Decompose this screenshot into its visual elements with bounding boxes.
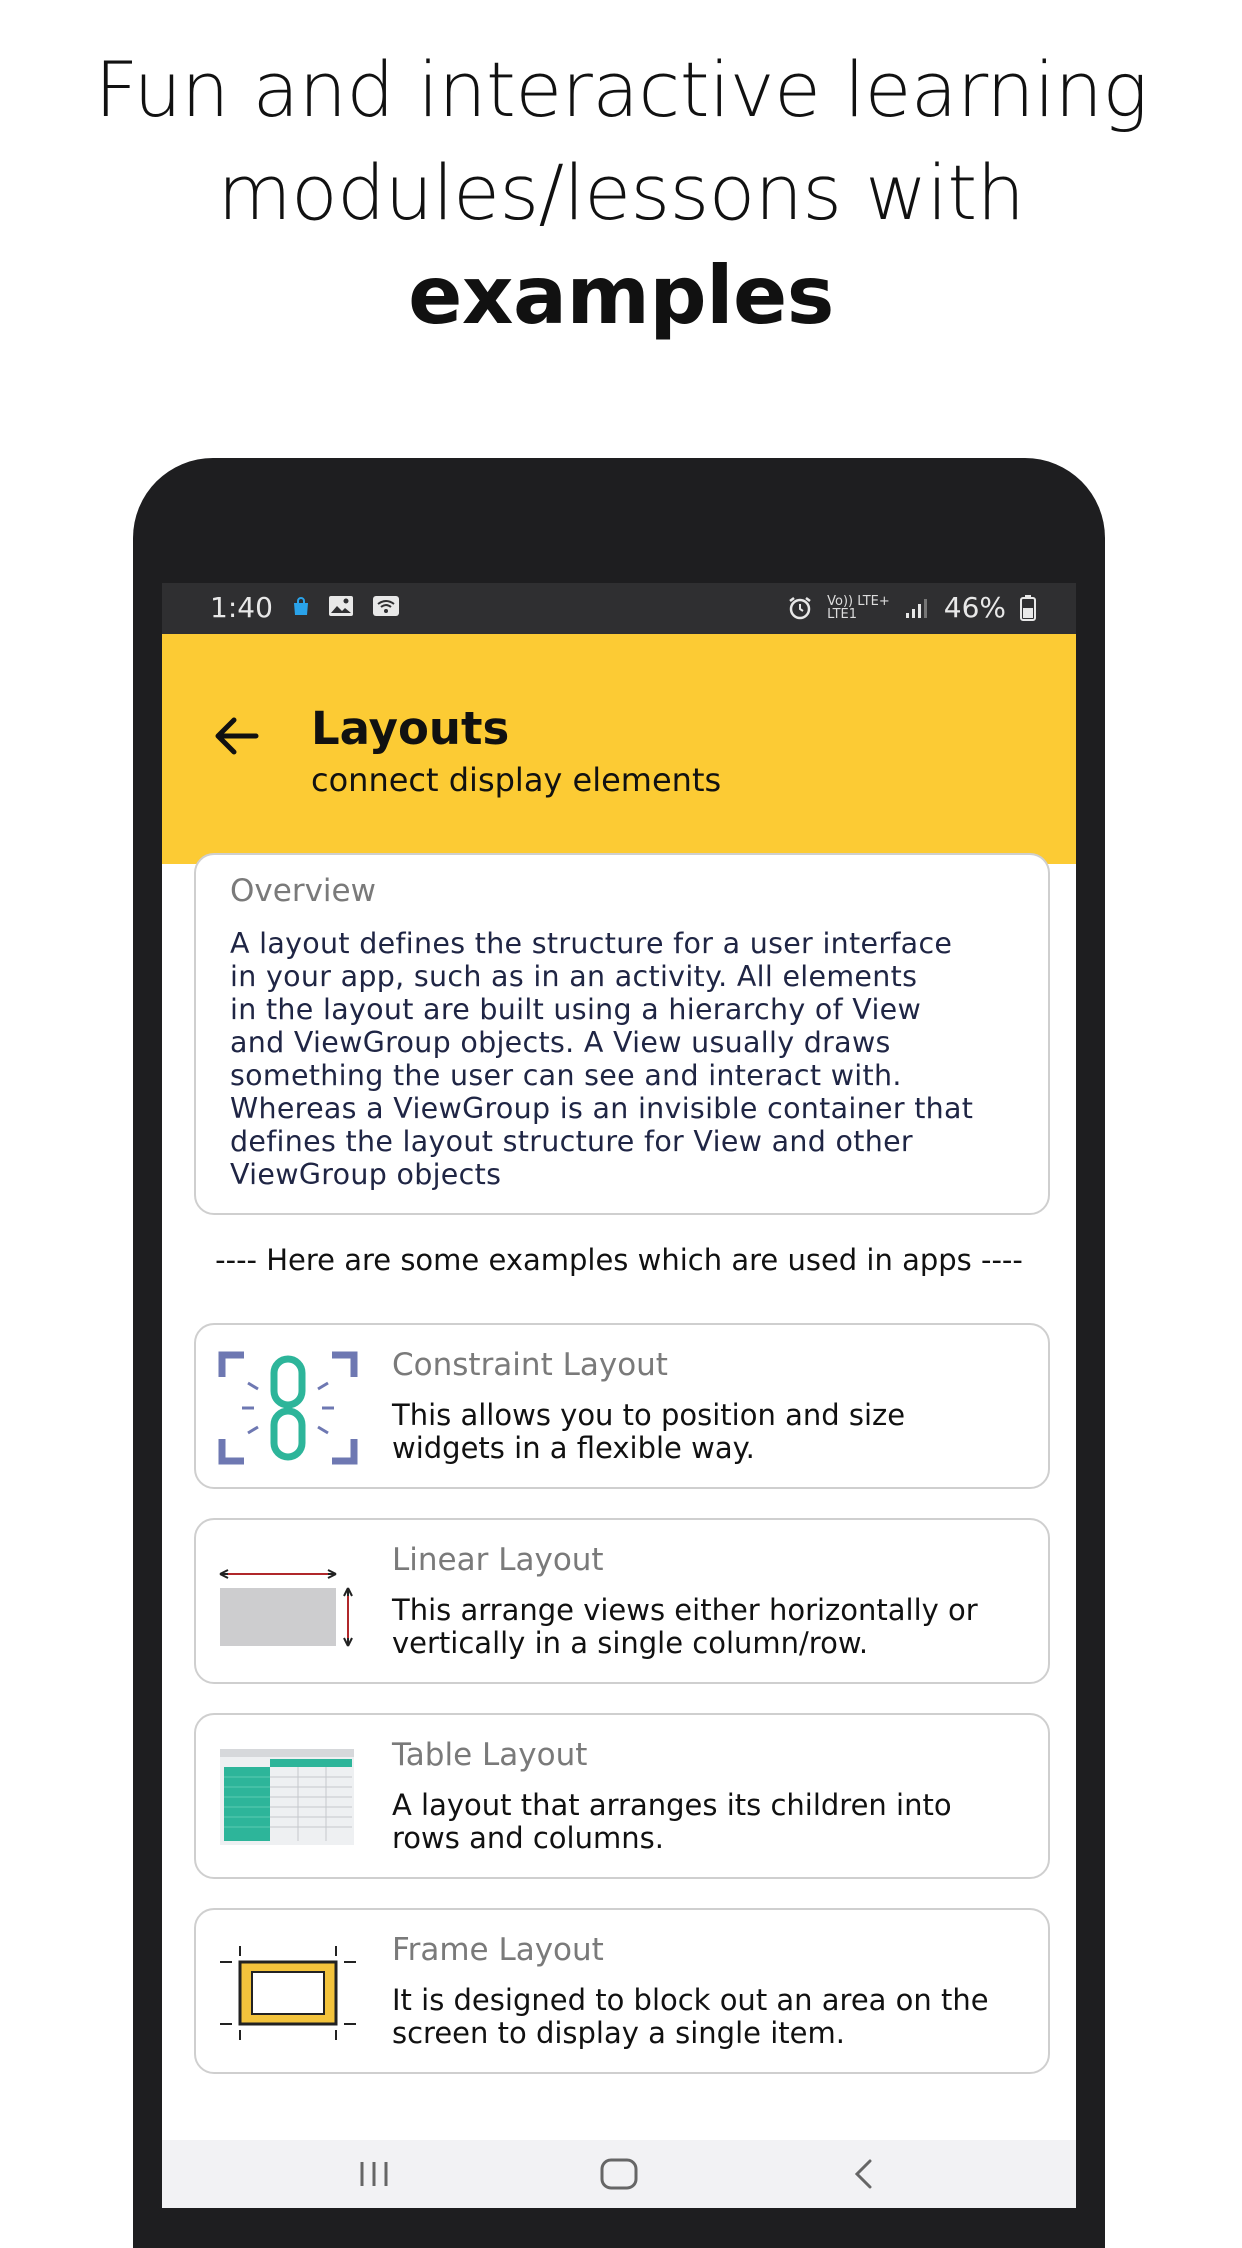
example-description	[392, 1984, 1032, 2050]
battery-icon	[1020, 595, 1036, 621]
status-right-icons	[787, 591, 1036, 624]
example-description	[392, 1594, 1032, 1660]
system-nav-bar	[162, 2140, 1076, 2208]
frame-layout-icon	[218, 1936, 358, 2050]
headline-line-3: examples	[408, 249, 834, 342]
overview-heading: Overview	[230, 873, 376, 909]
promo-headline	[0, 38, 1242, 347]
page-subtitle: connect display elements	[311, 761, 722, 799]
overview-line: something the user can see and interact with.	[230, 1059, 902, 1092]
back-nav-icon	[852, 2158, 876, 2190]
example-description-line: widgets in a flexible way.	[392, 1431, 755, 1465]
overview-line: Whereas a ViewGroup is an invisible container that	[230, 1092, 974, 1125]
page-title: Layouts	[311, 702, 510, 755]
alarm-icon	[787, 595, 813, 621]
example-description-line: screen to display a single item.	[392, 2016, 845, 2050]
example-description	[392, 1399, 1032, 1465]
example-description-line: This arrange views either horizontally or	[392, 1593, 978, 1627]
network-type-bottom: LTE1	[827, 606, 858, 622]
constraint-layout-card[interactable]	[194, 1323, 1050, 1489]
example-title: Table Layout	[392, 1737, 588, 1773]
examples-divider-text: ---- Here are some examples which are used in apps ----	[215, 1243, 1023, 1277]
example-title: Constraint Layout	[392, 1347, 668, 1383]
example-description-line: It is designed to block out an area on the	[392, 1983, 989, 2017]
linear-layout-icon	[218, 1546, 358, 1660]
example-description	[392, 1789, 1032, 1855]
recent-apps-icon	[357, 2160, 391, 2188]
back-arrow-icon[interactable]	[208, 708, 264, 764]
network-type-top: Vo)) LTE+	[827, 593, 890, 609]
overview-card	[194, 853, 1050, 1215]
table-layout-card[interactable]	[194, 1713, 1050, 1879]
wifi-box-icon	[372, 595, 400, 617]
phone-screen	[162, 583, 1076, 2208]
overview-line: A layout defines the structure for a user interface	[230, 927, 953, 960]
home-button[interactable]	[589, 2154, 649, 2194]
table-layout-icon	[218, 1741, 358, 1855]
example-description-line: vertically in a single column/row.	[392, 1626, 869, 1660]
app-bar	[162, 634, 1076, 864]
battery-percent: 46%	[943, 591, 1006, 624]
example-title: Frame Layout	[392, 1932, 604, 1968]
example-description-line: This allows you to position and size	[392, 1398, 906, 1432]
status-bar	[162, 583, 1076, 634]
signal-icon	[904, 597, 930, 619]
linear-layout-card[interactable]	[194, 1518, 1050, 1684]
overview-line: defines the layout structure for View and other	[230, 1125, 913, 1158]
example-description-line: A layout that arranges its children into	[392, 1788, 952, 1822]
home-icon	[600, 2158, 638, 2190]
constraint-layout-icon	[218, 1351, 358, 1465]
frame-layout-card[interactable]	[194, 1908, 1050, 2074]
status-time: 1:40	[210, 591, 273, 624]
network-type	[827, 595, 890, 621]
status-left-icons	[292, 595, 400, 617]
recent-apps-button[interactable]	[344, 2154, 404, 2194]
back-nav-button[interactable]	[834, 2154, 894, 2194]
overview-line: in your app, such as in an activity. All elements	[230, 960, 918, 993]
headline-line-2: modules/lessons with	[217, 148, 1025, 237]
example-title: Linear Layout	[392, 1542, 604, 1578]
example-description-line: rows and columns.	[392, 1821, 664, 1855]
image-icon	[328, 595, 354, 617]
shopping-bag-icon	[292, 596, 310, 616]
overview-line: ViewGroup objects	[230, 1158, 502, 1191]
overview-text	[230, 927, 1030, 1191]
headline-line-1: Fun and interactive learning	[94, 45, 1148, 134]
overview-line: and ViewGroup objects. A View usually draws	[230, 1026, 891, 1059]
overview-line: in the layout are built using a hierarchy of View	[230, 993, 922, 1026]
